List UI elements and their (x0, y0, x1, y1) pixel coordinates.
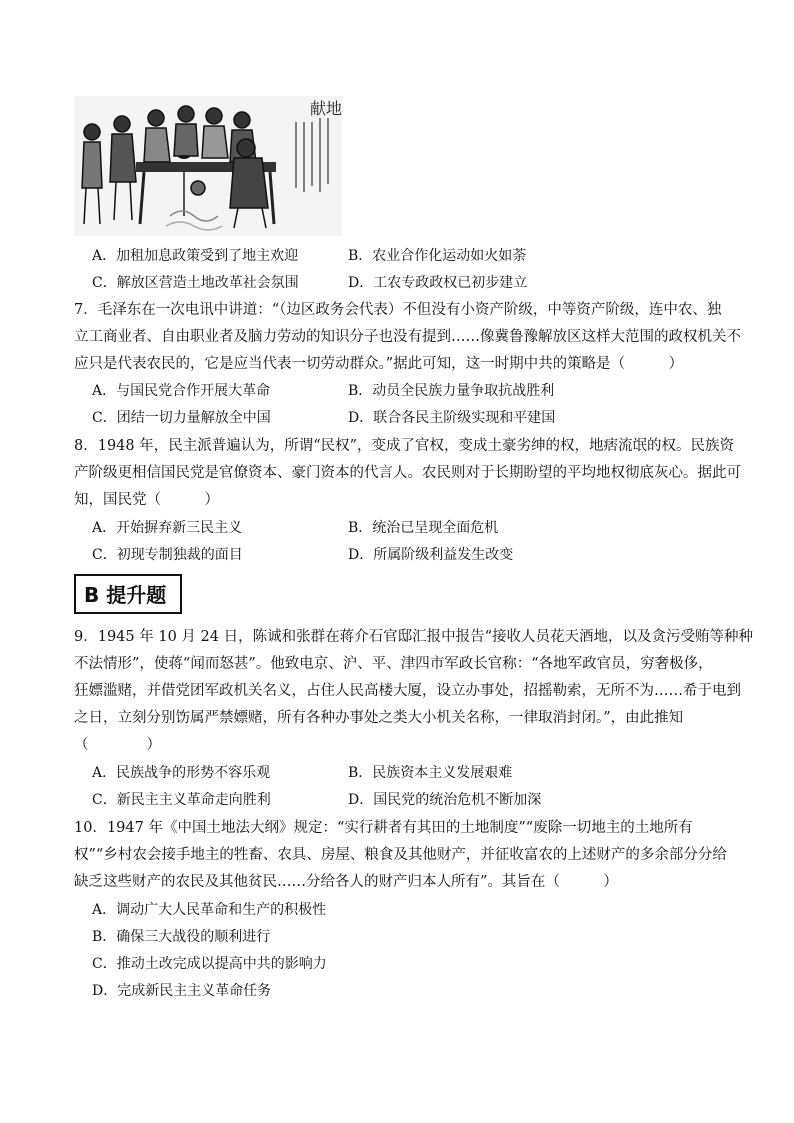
q9-stem-line-4: 之日，立刻分别饬属严禁嫖赌，所有各种办事处之类大小机关名称，一律取消封闭。”，由此推知 (74, 710, 684, 726)
q6-option-b[interactable]: B．农业合作化运动如火如荼 (348, 248, 527, 264)
section-header-box (74, 574, 182, 614)
q9-stem-line-2: 不法情形”，使蒋“闻而怒甚”。他致电京、沪、平、津四市军政长官称：“各地军政官员，穷奢极侈， (74, 656, 713, 672)
q10-option-b[interactable]: B．确保三大战役的顺利进行 (92, 929, 271, 945)
historical-illustration (74, 96, 342, 236)
q7-option-c[interactable]: C．团结一切力量解放全中国 (92, 410, 271, 426)
q8-option-a[interactable]: A．开始摒弃新三民主义 (92, 520, 243, 536)
q7-stem-line-3: 应只是代表农民的，它是应当代表一切劳动群众。”据此可知，这一时期中共的策略是（ ） (74, 356, 684, 372)
q8-stem-line-2: 产阶级更相信国民党是官僚资本、豪门资本的代言人。农民则对于长期盼望的平均地权彻底灰心。据此可 (74, 465, 741, 481)
q8-option-d[interactable]: D．所属阶级利益发生改变 (348, 547, 514, 563)
q7-stem-line-2: 立工商业者、自由职业者及脑力劳动的知识分子也没有提到……像冀鲁豫解放区这样大范围的政权机关不 (74, 329, 741, 345)
q9-answer-blank: （ ） (74, 737, 161, 753)
q8-stem-line-3: 知，国民党（ ） (74, 492, 219, 508)
q7-stem-line-1: 7．毛泽东在一次电讯中讲道：“（边区政务会代表）不但没有小资产阶级，中等资产阶级，连中农、独 (74, 302, 722, 318)
q9-stem-line-1: 9．1945 年 10 月 24 日，陈诚和张群在蒋介石官邸汇报中报告“接收人员花天酒地，以及贪污受贿等种种 (74, 629, 753, 645)
q10-stem-line-1: 10．1947 年《中国土地法大纲》规定：“实行耕者有其田的土地制度”“废除一切地主的土地所有 (74, 820, 693, 836)
q8-stem-line-1: 8．1948 年，民主派普遍认为，所谓“民权”，变成了官权，变成土豪劣绅的权，地痞流氓的权。民族资 (74, 438, 735, 454)
q10-option-d[interactable]: D．完成新民主主义革命任务 (92, 983, 272, 999)
q10-stem-line-3: 缺乏这些财产的农民及其他贫民……分给各人的财产归本人所有”。其旨在（ ） (74, 874, 618, 890)
svg-text:献地: 献地 (310, 99, 342, 118)
q9-option-a[interactable]: A．民族战争的形势不容乐观 (92, 765, 271, 781)
q8-option-c[interactable]: C．初现专制独裁的面目 (92, 547, 243, 563)
q7-option-b[interactable]: B．动员全民族力量争取抗战胜利 (348, 383, 555, 399)
q6-option-c[interactable]: C．解放区营造土地改革社会氛围 (92, 275, 299, 291)
q7-option-d[interactable]: D．联合各民主阶级实现和平建国 (348, 410, 556, 426)
section-title: B 提升题 (84, 583, 167, 607)
q10-stem-line-2: 权”“乡村农会接手地主的牲畜、农具、房屋、粮食及其他财产，并征收富农的上述财产的多余部分分给 (74, 847, 727, 863)
q9-stem-line-3: 狂嫖滥赌，并借党团军政机关名义，占住人民高楼大厦，设立办事处，招摇勒索，无所不为……希于电到 (74, 683, 741, 699)
q9-option-b[interactable]: B．民族资本主义发展艰难 (348, 765, 513, 781)
q6-option-d[interactable]: D．工农专政政权已初步建立 (348, 275, 528, 291)
q8-option-b[interactable]: B．统治已呈现全面危机 (348, 520, 499, 536)
q7-option-a[interactable]: A．与国民党合作开展大革命 (92, 383, 271, 399)
q6-option-a[interactable]: A．加租加息政策受到了地主欢迎 (92, 248, 299, 264)
q10-option-c[interactable]: C．推动土改完成以提高中共的影响力 (92, 956, 327, 972)
q9-option-c[interactable]: C．新民主主义革命走向胜利 (92, 792, 271, 808)
q10-option-a[interactable]: A．调动广大人民革命和生产的积极性 (92, 902, 327, 918)
q9-option-d[interactable]: D．国民党的统治危机不断加深 (348, 792, 542, 808)
